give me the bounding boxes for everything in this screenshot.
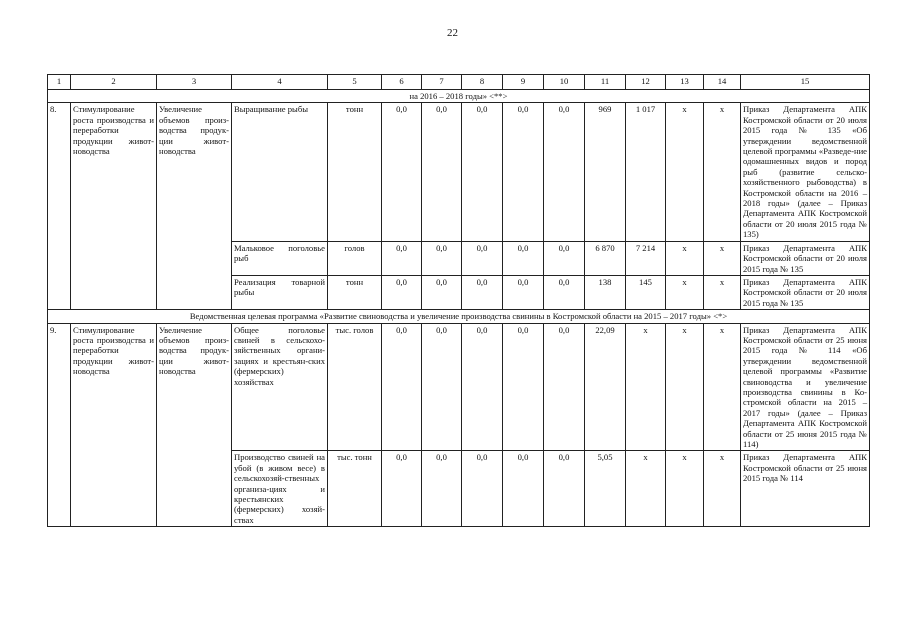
col-header-10: 10: [544, 75, 585, 90]
value-cell: 969: [585, 103, 626, 241]
row-number: 9.: [48, 323, 71, 527]
page-number: 22: [447, 27, 458, 39]
value-cell: 0,0: [422, 241, 462, 275]
value-cell: 0,0: [422, 451, 462, 527]
value-cell: 1 017: [626, 103, 666, 241]
col-header-15: 15: [741, 75, 870, 90]
value-cell: 0,0: [382, 103, 422, 241]
unit-cell: тонн: [328, 103, 382, 241]
value-cell: х: [666, 323, 704, 451]
value-cell: 0,0: [544, 323, 585, 451]
value-cell: 0,0: [382, 323, 422, 451]
row-number: 8.: [48, 103, 71, 310]
col-header-5: 5: [328, 75, 382, 90]
section-title-row: [48, 90, 870, 103]
value-cell: 138: [585, 275, 626, 309]
section-title: Ведомственная целевая программа «Развитие свиноводства и увеличение производства свинины в Костромской области на 2015 – 2017 годы» <*>: [48, 310, 870, 323]
indicator-table: [47, 74, 870, 527]
value-cell: х: [704, 323, 741, 451]
source-cell: Приказ Департамента АПК Костромской области от 25 июня 2015 года № 114 «Об утверждении ведомственной целевой программы «Развитие свиноводства и увеличение производства свинины в Ко-стромской области на 2015 – 2017 годы» (далее – Приказ Департамента АПК Костромской области от 25 июня 2015 года № 114): [741, 323, 870, 451]
value-cell: 0,0: [462, 451, 503, 527]
value-cell: 0,0: [503, 323, 544, 451]
value-cell: 6 870: [585, 241, 626, 275]
col-header-3: 3: [157, 75, 232, 90]
value-cell: 145: [626, 275, 666, 309]
value-cell: 22,09: [585, 323, 626, 451]
goal-cell: Стимулирование роста производства и переработки продукции живот-новодства: [71, 103, 157, 310]
table-row: [48, 103, 870, 241]
value-cell: 0,0: [503, 275, 544, 309]
source-cell: Приказ Департамента АПК Костромской области от 20 июля 2015 года № 135 «Об утверждении ведомственной целевой программы «Разведе-ние одомашненных видов и пород рыб (развитие сельско-хозяйственного рыбоводства) в Костромской области на 2016 – 2018 годы» (далее – Приказ Департамента АПК Костромской области от 20 июля 2015 года № 135): [741, 103, 870, 241]
indicator-cell: Реализация товарной рыбы: [232, 275, 328, 309]
source-cell: Приказ Департамента АПК Костромской области от 20 июля 2015 года № 135: [741, 275, 870, 309]
value-cell: х: [666, 275, 704, 309]
value-cell: 0,0: [382, 241, 422, 275]
value-cell: 5,05: [585, 451, 626, 527]
indicator-cell: Производство свиней на убой (в живом весе) в сельскохозяй-ственных организа-циях и крестьянских (фермерских) хозяй-ствах: [232, 451, 328, 527]
unit-cell: голов: [328, 241, 382, 275]
col-header-6: 6: [382, 75, 422, 90]
value-cell: 0,0: [422, 275, 462, 309]
task-cell: Увеличение объемов произ-водства продук-ции живот-новодства: [157, 103, 232, 310]
value-cell: 0,0: [462, 323, 503, 451]
value-cell: 0,0: [544, 451, 585, 527]
col-header-2: 2: [71, 75, 157, 90]
value-cell: 0,0: [382, 275, 422, 309]
value-cell: х: [704, 241, 741, 275]
value-cell: 0,0: [462, 241, 503, 275]
table-row: [48, 323, 870, 451]
col-header-1: 1: [48, 75, 71, 90]
col-header-4: 4: [232, 75, 328, 90]
col-header-12: 12: [626, 75, 666, 90]
unit-cell: тыс. тонн: [328, 451, 382, 527]
value-cell: 0,0: [503, 451, 544, 527]
value-cell: 0,0: [462, 275, 503, 309]
value-cell: 7 214: [626, 241, 666, 275]
value-cell: 0,0: [544, 275, 585, 309]
section-title: на 2016 – 2018 годы» <**>: [48, 90, 870, 103]
col-header-9: 9: [503, 75, 544, 90]
indicator-cell: Мальковое поголовье рыб: [232, 241, 328, 275]
column-number-row: [48, 75, 870, 90]
value-cell: 0,0: [422, 323, 462, 451]
source-cell: Приказ Департамента АПК Костромской области от 25 июня 2015 года № 114: [741, 451, 870, 527]
col-header-7: 7: [422, 75, 462, 90]
col-header-11: 11: [585, 75, 626, 90]
unit-cell: тонн: [328, 275, 382, 309]
indicator-cell: Выращивание рыбы: [232, 103, 328, 241]
section-title-row: [48, 310, 870, 323]
value-cell: х: [666, 241, 704, 275]
value-cell: х: [666, 103, 704, 241]
col-header-13: 13: [666, 75, 704, 90]
value-cell: 0,0: [422, 103, 462, 241]
value-cell: 0,0: [462, 103, 503, 241]
value-cell: 0,0: [503, 103, 544, 241]
value-cell: 0,0: [544, 241, 585, 275]
value-cell: х: [704, 103, 741, 241]
task-cell: Увеличение объемов произ-водства продук-ции живот-новодства: [157, 323, 232, 527]
source-cell: Приказ Департамента АПК Костромской области от 20 июля 2015 года № 135: [741, 241, 870, 275]
col-header-14: 14: [704, 75, 741, 90]
value-cell: х: [704, 275, 741, 309]
value-cell: х: [704, 451, 741, 527]
col-header-8: 8: [462, 75, 503, 90]
unit-cell: тыс. голов: [328, 323, 382, 451]
value-cell: 0,0: [382, 451, 422, 527]
value-cell: 0,0: [544, 103, 585, 241]
indicator-cell: Общее поголовье свиней в сельскохо-зяйственных органи-зациях и крестьян-ских (фермерских) хозяйствах: [232, 323, 328, 451]
value-cell: х: [666, 451, 704, 527]
value-cell: х: [626, 323, 666, 451]
value-cell: 0,0: [503, 241, 544, 275]
goal-cell: Стимулирование роста производства и переработки продукции живот-новодства: [71, 323, 157, 527]
value-cell: х: [626, 451, 666, 527]
